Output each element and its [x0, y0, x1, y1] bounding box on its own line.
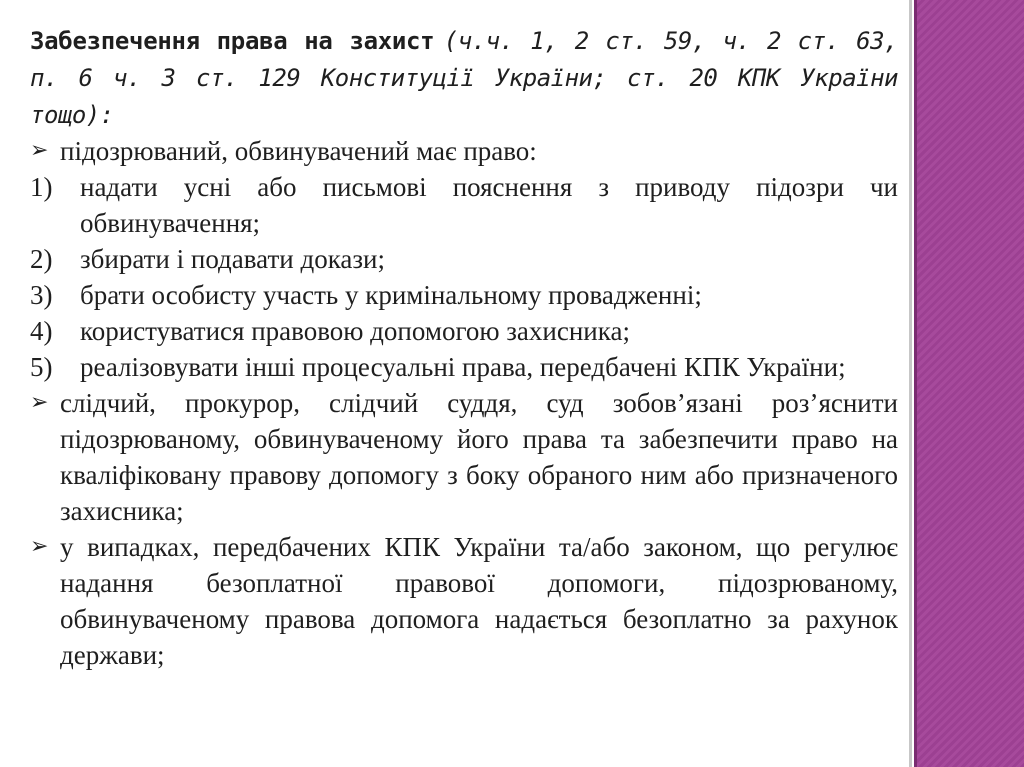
item-text: брати особисту участь у кримінальному провадженні;: [80, 280, 702, 310]
arrow-bullet-icon: ➢: [30, 390, 49, 415]
item-text: надати усні або письмові пояснення з приводу підозри чи обвинувачення;: [80, 172, 898, 238]
numbered-item-4: [30, 313, 898, 349]
bullet-text: слідчий, прокурор, слідчий суддя, суд зобов’язані роз’яснити підозрюваному, обвинуваченому його права та забезпечити право на кваліфіковану правову допомогу з боку обраного ним або призначеного захисника;: [60, 388, 898, 526]
numbered-item-3: [30, 277, 898, 313]
item-number: 4): [30, 316, 53, 346]
numbered-item-1: [30, 169, 898, 241]
bullet-text: у випадках, передбачених КПК України та/або законом, що регулює надання безоплатної правової допомоги, підозрюваному, обвинуваченому правова допомога надається безоплатно за рахунок держави;: [60, 532, 898, 670]
numbered-item-2: [30, 241, 898, 277]
numbered-item-5: [30, 349, 898, 385]
slide-content: [30, 22, 898, 673]
heading: [30, 22, 898, 133]
item-text: реалізовувати інші процесуальні права, передбачені КПК України;: [80, 352, 846, 382]
arrow-bullet-icon: ➢: [30, 138, 49, 163]
slide-divider: [909, 0, 912, 767]
item-text: збирати і подавати докази;: [80, 244, 386, 274]
heading-legal-reference: (ч.ч. 1, 2 ст. 59, ч. 2 ст. 63, п. 6 ч. 3 ст. 129 Конституції України; ст. 20 КПК України тощо):: [30, 27, 898, 129]
bullet-item-officials-duty: [30, 385, 898, 529]
item-number: 2): [30, 244, 53, 274]
item-number: 3): [30, 280, 53, 310]
bullet-item-suspect-rights: [30, 133, 898, 169]
item-number: 5): [30, 352, 53, 382]
item-number: 1): [30, 172, 53, 202]
decorative-side-bar: [914, 0, 1024, 767]
item-text: користуватися правовою допомогою захисника;: [80, 316, 630, 346]
bullet-text: підозрюваний, обвинувачений має право:: [60, 136, 537, 166]
arrow-bullet-icon: ➢: [30, 534, 49, 559]
bullet-item-free-legal-aid: [30, 529, 898, 673]
heading-bold-text: Забезпечення права на захист: [30, 27, 435, 55]
